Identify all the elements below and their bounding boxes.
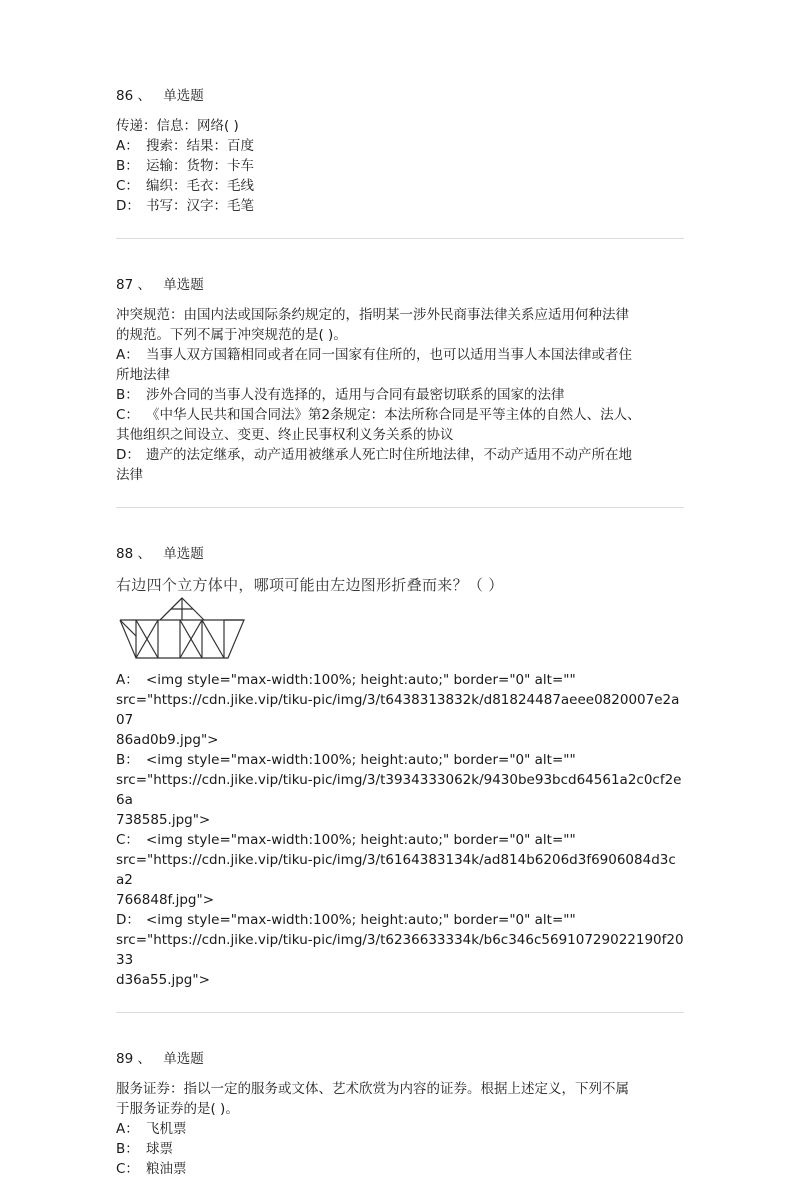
option-b bbox=[116, 156, 684, 176]
option-text: 搜索：结果：百度 bbox=[146, 138, 254, 154]
question-header bbox=[116, 1049, 684, 1069]
option-text: <img style="max-width:100%; height:auto;" border="0" alt="" bbox=[146, 752, 576, 768]
option-text: <img style="max-width:100%; height:auto;" border="0" alt="" bbox=[146, 672, 576, 688]
option-label: D： bbox=[116, 447, 140, 463]
option-b bbox=[116, 750, 684, 770]
option-label: C： bbox=[116, 178, 139, 194]
option-label: C： bbox=[116, 407, 139, 423]
option-b-continued: src="https://cdn.jike.vip/tiku-pic/img/3/t3934333062k/9430be93bcd64561a2c0cf2e6a bbox=[116, 772, 682, 808]
question-87 bbox=[116, 275, 684, 485]
document-page bbox=[116, 86, 684, 1179]
option-d bbox=[116, 196, 684, 216]
option-label: C： bbox=[116, 832, 139, 848]
option-d-continued: src="https://cdn.jike.vip/tiku-pic/img/3/t6236633334k/b6c346c56910729022190f2033 bbox=[116, 932, 684, 968]
option-label: A： bbox=[116, 1121, 139, 1137]
question-stem: 传递：信息：网络( ) bbox=[116, 118, 239, 134]
option-d-continued: 法律 bbox=[116, 467, 143, 483]
option-a bbox=[116, 1119, 684, 1139]
option-text: 粮油票 bbox=[146, 1161, 187, 1177]
option-c bbox=[116, 176, 684, 196]
question-type: 单选题 bbox=[163, 546, 204, 562]
question-88 bbox=[116, 544, 684, 990]
option-label: B： bbox=[116, 387, 139, 403]
option-text: <img style="max-width:100%; height:auto;" border="0" alt="" bbox=[146, 912, 576, 928]
option-c bbox=[116, 405, 684, 425]
option-text: 运输：货物：卡车 bbox=[146, 158, 254, 174]
question-stem-line-2: 于服务证券的是( )。 bbox=[116, 1101, 239, 1117]
option-label: B： bbox=[116, 1141, 139, 1157]
option-c bbox=[116, 830, 684, 850]
option-label: D： bbox=[116, 912, 140, 928]
option-c-continued-2: 766848f.jpg"> bbox=[116, 892, 215, 908]
option-text: 当事人双方国籍相同或者在同一国家有住所的，也可以适用当事人本国法律或者住 bbox=[146, 347, 632, 363]
folding-net-figure bbox=[116, 596, 684, 666]
option-d bbox=[116, 910, 684, 930]
option-d bbox=[116, 445, 684, 465]
option-label: A： bbox=[116, 672, 139, 688]
question-header bbox=[116, 544, 684, 564]
option-a-continued: src="https://cdn.jike.vip/tiku-pic/img/3/t6438313832k/d81824487aeee0820007e2a07 bbox=[116, 692, 680, 728]
option-label: C： bbox=[116, 1161, 139, 1177]
option-label: A： bbox=[116, 138, 139, 154]
option-label: A： bbox=[116, 347, 139, 363]
option-c-continued: src="https://cdn.jike.vip/tiku-pic/img/3/t6164383134k/ad814b6206d3f6906084d3ca2 bbox=[116, 852, 676, 888]
question-type: 单选题 bbox=[163, 1051, 204, 1067]
question-stem-line-1: 服务证券：指以一定的服务或文体、艺术欣赏为内容的证券。根据上述定义，下列不属 bbox=[116, 1081, 629, 1097]
option-a-continued: 所地法律 bbox=[116, 367, 170, 383]
question-89 bbox=[116, 1049, 684, 1179]
option-d-continued-2: d36a55.jpg"> bbox=[116, 972, 210, 988]
question-number: 88 、 bbox=[116, 546, 151, 562]
option-label: B： bbox=[116, 158, 139, 174]
question-number: 87 、 bbox=[116, 277, 151, 293]
option-c-continued: 其他组织之间设立、变更、终止民事权利义务关系的协议 bbox=[116, 427, 454, 443]
option-text: 书写：汉字：毛笔 bbox=[146, 198, 254, 214]
option-a bbox=[116, 136, 684, 156]
question-stem-line-2: 的规范。下列不属于冲突规范的是( )。 bbox=[116, 327, 347, 343]
option-a bbox=[116, 670, 684, 690]
cube-net-diagram bbox=[116, 596, 256, 664]
figure-caption: 右边四个立方体中，哪项可能由左边图形折叠而来？（ ） bbox=[116, 576, 504, 594]
net-outline bbox=[120, 620, 244, 658]
question-type: 单选题 bbox=[163, 277, 204, 293]
option-b bbox=[116, 385, 684, 405]
option-text: 球票 bbox=[146, 1141, 173, 1157]
question-number: 86 、 bbox=[116, 88, 151, 104]
question-header bbox=[116, 275, 684, 295]
option-text: 飞机票 bbox=[146, 1121, 187, 1137]
question-stem-line-1: 冲突规范：由国内法或国际条约规定的，指明某一涉外民商事法律关系应适用何种法律 bbox=[116, 307, 629, 323]
option-c bbox=[116, 1159, 684, 1179]
option-text: 编织：毛衣：毛线 bbox=[146, 178, 254, 194]
question-number: 89 、 bbox=[116, 1051, 151, 1067]
option-label: D： bbox=[116, 198, 140, 214]
option-text: 《中华人民共和国合同法》第2条规定：本法所称合同是平等主体的自然人、法人、 bbox=[146, 407, 641, 423]
option-text: <img style="max-width:100%; height:auto;" border="0" alt="" bbox=[146, 832, 576, 848]
question-type: 单选题 bbox=[163, 88, 204, 104]
question-86 bbox=[116, 86, 684, 216]
option-text: 遗产的法定继承，动产适用被继承人死亡时住所地法律，不动产适用不动产所在地 bbox=[146, 447, 632, 463]
option-label: B： bbox=[116, 752, 139, 768]
option-a-continued-2: 86ad0b9.jpg"> bbox=[116, 732, 219, 748]
option-a bbox=[116, 345, 684, 365]
question-header bbox=[116, 86, 684, 106]
option-b bbox=[116, 1139, 684, 1159]
option-b-continued-2: 738585.jpg"> bbox=[116, 812, 211, 828]
option-text: 涉外合同的当事人没有选择的，适用与合同有最密切联系的国家的法律 bbox=[146, 387, 565, 403]
